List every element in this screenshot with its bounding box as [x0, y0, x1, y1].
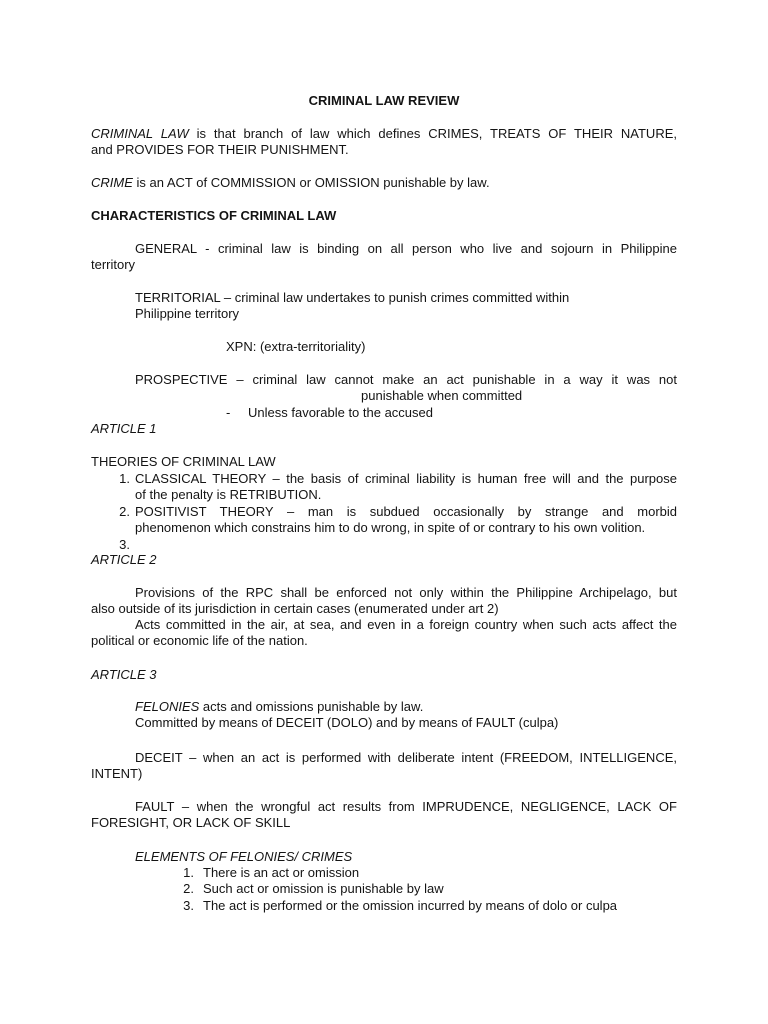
definition-text: is an ACT of COMMISSION or OMISSION punishable by law.: [132, 175, 490, 190]
term-felonies: FELONIES: [135, 699, 200, 714]
general-line1: GENERAL - criminal law is binding on all person who live and sojourn in Philippine: [135, 241, 677, 256]
committed-by-means: Committed by means of DECEIT (DOLO) and by means of FAULT (culpa): [135, 715, 559, 730]
positivist-theory-line2: phenomenon which constrains him to do wrong, in spite of or contrary to his own volition.: [135, 520, 646, 535]
territorial-line1: TERRITORIAL – criminal law undertakes to punish crimes committed within: [135, 290, 570, 305]
fault-line1: FAULT – when the wrongful act results from IMPRUDENCE, NEGLIGENCE, LACK OF: [135, 799, 677, 814]
characteristics-heading: CHARACTERISTICS OF CRIMINAL LAW: [91, 208, 337, 223]
list-number: 3.: [183, 898, 194, 913]
classical-theory-line1: CLASSICAL THEORY – the basis of criminal liability is human free will and the purpose: [135, 471, 677, 486]
general-line2: territory: [91, 257, 136, 272]
list-number: 2.: [119, 504, 130, 519]
criminal-law-definition-line2: and PROVIDES FOR THEIR PUNISHMENT.: [91, 142, 349, 157]
article2-p2-line2: political or economic life of the nation.: [91, 633, 308, 648]
term-crime: CRIME: [91, 175, 133, 190]
list-number: 1.: [119, 471, 130, 486]
territorial-line2: Philippine territory: [135, 306, 240, 321]
definition-text: acts and omissions punishable by law.: [199, 699, 424, 714]
deceit-line2: INTENT): [91, 766, 143, 781]
prospective-exception: Unless favorable to the accused: [248, 405, 433, 420]
elements-heading: ELEMENTS OF FELONIES/ CRIMES: [135, 849, 353, 864]
term-criminal-law: CRIMINAL LAW: [91, 126, 189, 141]
page-title: CRIMINAL LAW REVIEW: [308, 93, 460, 108]
article2-p2-line1: Acts committed in the air, at sea, and even in a foreign country when such acts affect the: [135, 617, 677, 632]
prospective-line1: PROSPECTIVE – criminal law cannot make an act punishable in a way it was not: [135, 372, 677, 387]
element-item: The act is performed or the omission incurred by means of dolo or culpa: [203, 898, 618, 913]
xpn-note: XPN: (extra-territoriality): [226, 339, 366, 354]
fault-line2: FORESIGHT, OR LACK OF SKILL: [91, 815, 291, 830]
definition-text: is that branch of law which defines CRIMES, TREATS OF THEIR NATURE,: [188, 126, 677, 141]
article2-p1-line2: also outside of its jurisdiction in certain cases (enumerated under art 2): [91, 601, 499, 616]
article1-heading: ARTICLE 1: [91, 421, 157, 436]
article3-heading: ARTICLE 3: [91, 667, 157, 682]
positivist-theory-line1: POSITIVIST THEORY – man is subdued occasionally by strange and morbid: [135, 504, 677, 519]
criminal-law-definition-line1: [91, 126, 677, 142]
list-number: 2.: [183, 881, 194, 896]
crime-definition: [91, 175, 677, 191]
deceit-line1: DECEIT – when an act is performed with deliberate intent (FREEDOM, INTELLIGENCE,: [135, 750, 677, 765]
felonies-definition: [135, 699, 677, 715]
prospective-line2: punishable when committed: [361, 388, 523, 403]
element-item: Such act or omission is punishable by law: [203, 881, 444, 896]
list-number: 1.: [183, 865, 194, 880]
article2-p1-line1: Provisions of the RPC shall be enforced not only within the Philippine Archipelago, but: [135, 585, 677, 600]
theories-heading: THEORIES OF CRIMINAL LAW: [91, 454, 276, 469]
element-item: There is an act or omission: [203, 865, 360, 880]
list-number: 3.: [119, 537, 130, 552]
classical-theory-line2: of the penalty is RETRIBUTION.: [135, 487, 322, 502]
article2-heading: ARTICLE 2: [91, 552, 157, 567]
dash-bullet: -: [226, 405, 231, 420]
